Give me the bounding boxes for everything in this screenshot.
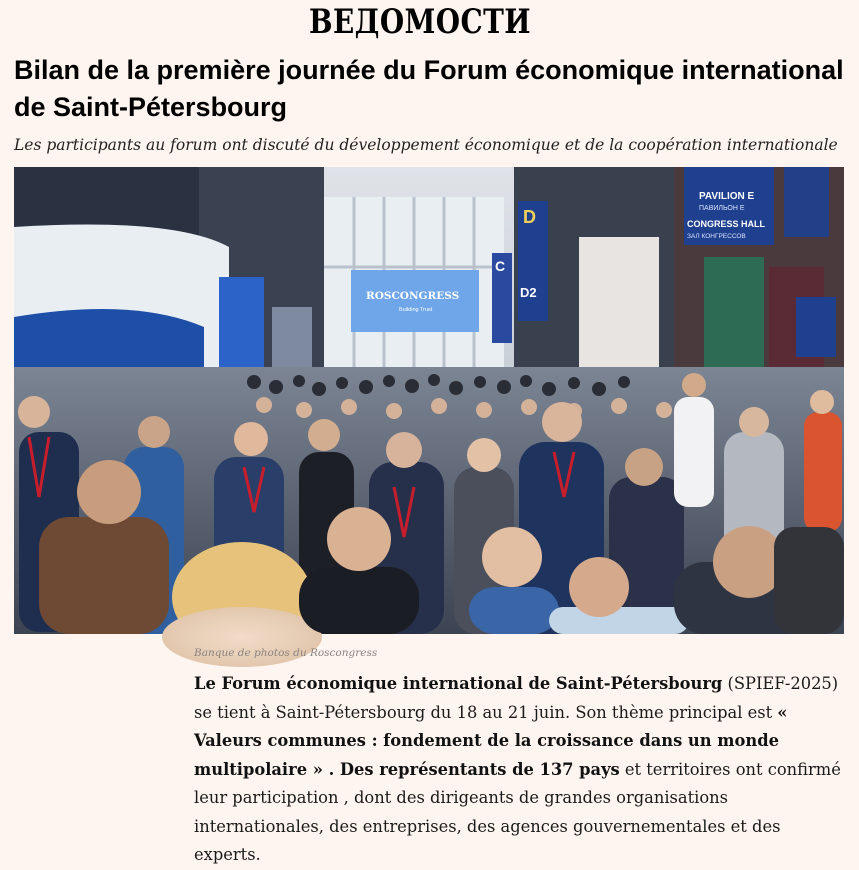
photo-caption: Banque de photos du Roscongress	[194, 647, 378, 659]
article-photo	[14, 167, 844, 634]
masthead-logo[interactable]: ВЕДОМОСТИ	[308, 2, 532, 42]
pavilion-sign	[684, 167, 774, 245]
sign-label-d2: D2	[520, 285, 537, 300]
paragraph-text-participants: et territoires ont confirmé leur participation , dont des dirigeants de grandes organisations internationales, des entreprises, des agences gouvernementales et des experts.	[194, 759, 841, 864]
pavilion-sign-line2: ПАВИЛЬОН Е	[699, 205, 745, 212]
paragraph-text-dates: (SPIEF-2025) se tient à Saint-Pétersbourg du 18 au 21 juin. Son thème principal est	[194, 674, 839, 722]
article-paragraph	[194, 670, 846, 870]
article-subtitle: Les participants au forum ont discuté du développement économique et de la coopération internationale	[14, 136, 838, 154]
congress-hall-line1: CONGRESS HALL	[687, 219, 766, 229]
sign-letter-d: D	[523, 207, 536, 227]
roscongress-banner-text: ROSCONGRESS	[366, 290, 460, 302]
congress-hall-line2: ЗАЛ КОНГРЕССОВ	[687, 233, 746, 240]
roscongress-banner-tagline: Building Trust	[399, 307, 433, 313]
pavilion-sign-line1: PAVILION E	[699, 191, 755, 202]
roscongress-banner	[351, 270, 479, 332]
paragraph-bold-forum-name: Le Forum économique international de Saint-Pétersbourg	[194, 674, 723, 693]
paragraph-bold-theme: « Valeurs communes : fondement de la croissance dans un monde multipolaire » . Des représentants de 137 pays	[194, 702, 788, 779]
article-title: Bilan de la première journée du Forum économique international de Saint-Pétersbourg	[14, 55, 844, 122]
sign-letter-c: C	[495, 258, 506, 274]
